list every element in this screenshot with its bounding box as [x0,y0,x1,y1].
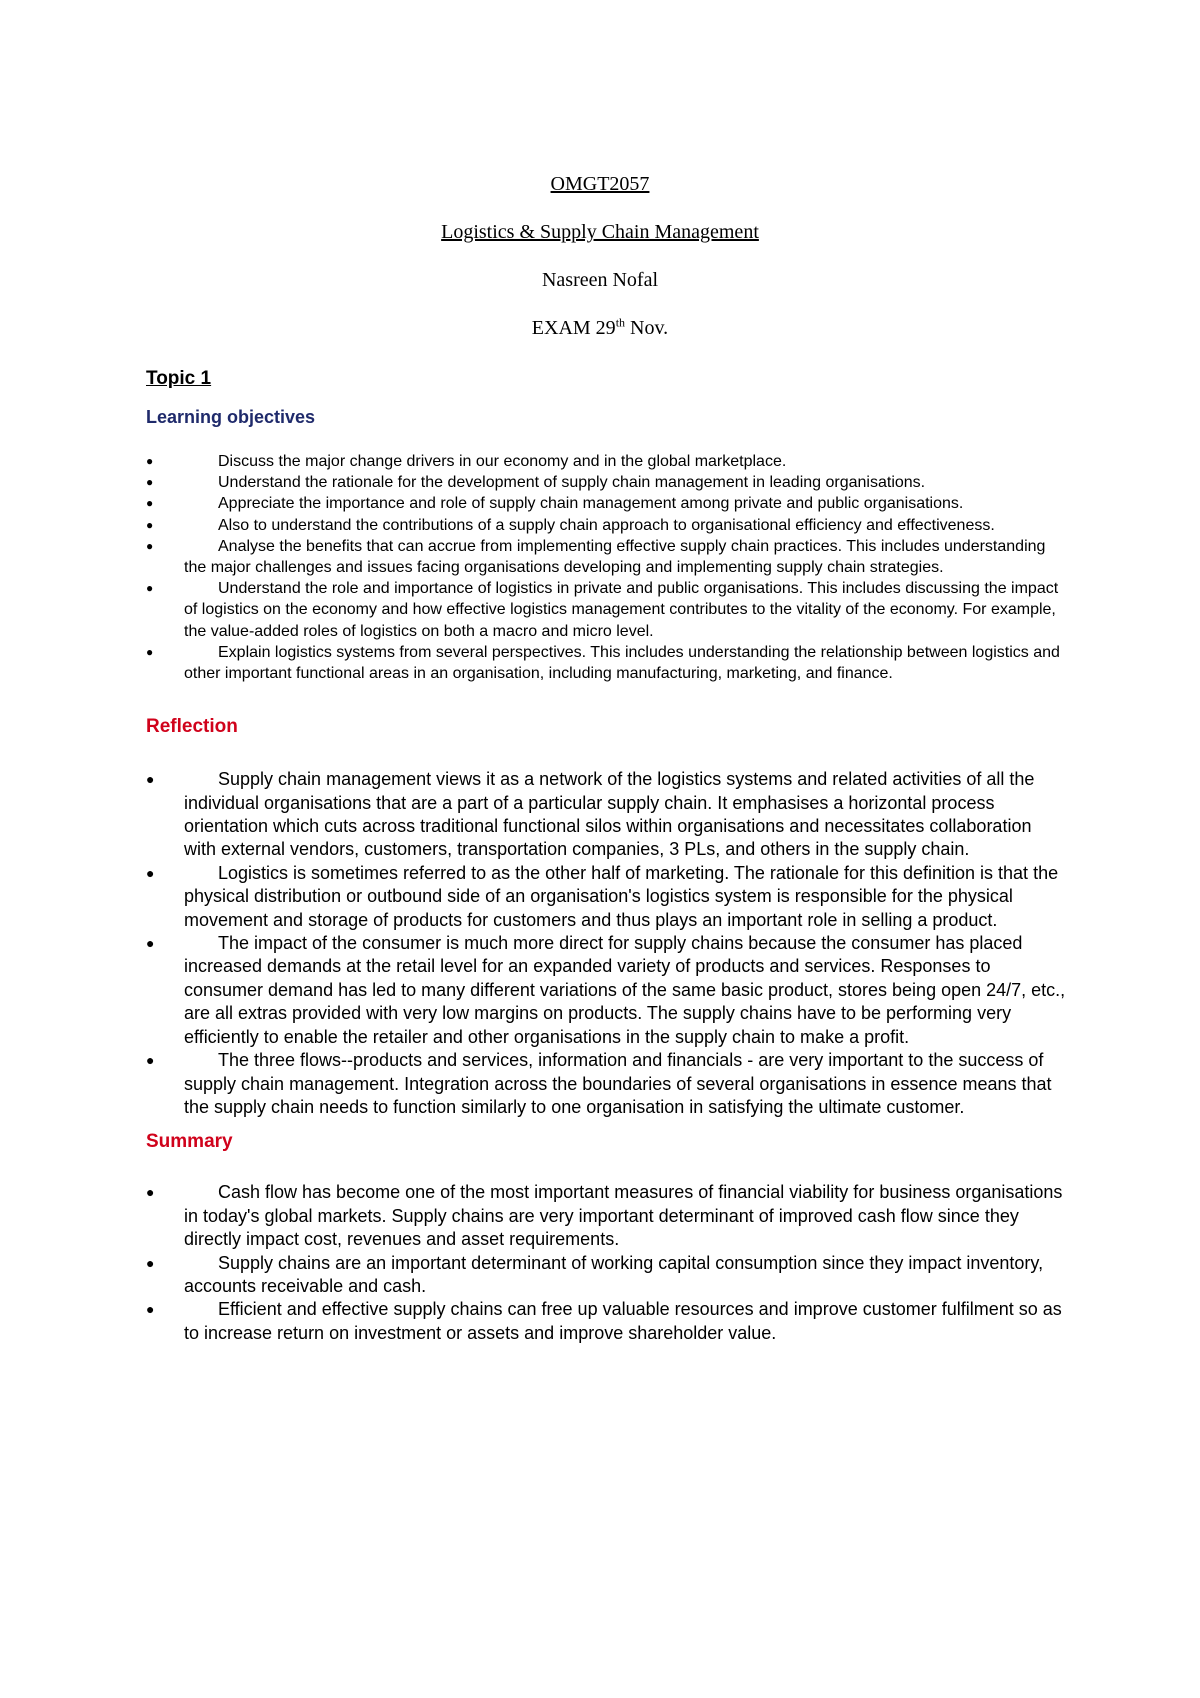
bullet-icon: ● [146,1184,155,1201]
list-item [146,472,1066,493]
list-item [146,1252,1066,1299]
document-body [146,368,1066,1345]
reflection-heading: Reflection [146,716,238,738]
list-item-text: Analyse the benefits that can accrue from implementing effective supply chain practices. This includes understanding the major challenges and issues facing organisations developing and implementing supply chain strategies. [184,537,1046,577]
bullet-icon: ● [146,1301,155,1318]
list-item [146,536,1066,578]
bullet-icon: ● [146,454,154,468]
list-item-text: The three flows--products and services, information and financials - are very important to the success of supply chain management. Integration across the boundaries of several organisations in essence means that the supply chain needs to function similarly to one organisation in satisfying the ultimate customer. [184,1050,1052,1117]
list-item [146,932,1066,1049]
bullet-icon: ● [146,771,155,788]
bullet-icon: ● [146,475,154,490]
title-block [0,172,1200,364]
exam-date [0,316,1200,340]
exam-date-superscript: th [615,315,626,330]
list-item-text: The impact of the consumer is much more direct for supply chains because the consumer has placed increased demands at the retail level for an expanded variety of products and services. Responses to consumer demand has led to many different variations of the same basic product, stores being open 24/7, etc., are all extras provided with very low margins on products. The supply chains have to be performing very efficiently to enable the retailer and other organisations in the supply chain to make a profit. [184,933,1066,1047]
list-item-text: Also to understand the contributions of a supply chain approach to organisational efficiency and effectiveness. [218,516,995,534]
bullet-icon: ● [146,864,155,881]
bullet-icon: ● [146,517,154,532]
exam-date-prefix: EXAM 29 [531,317,616,339]
summary-heading: Summary [146,1131,233,1153]
list-item [146,451,1066,472]
bullet-icon: ● [146,935,155,952]
bullet-icon: ● [146,496,154,511]
bullet-icon: ● [146,581,154,596]
bullet-icon: ● [146,1254,155,1271]
course-title: Logistics & Supply Chain Management [441,221,759,243]
list-item-text: Discuss the major change drivers in our economy and in the global marketplace. [218,453,787,470]
bullet-icon: ● [146,538,154,553]
list-item [146,1298,1066,1345]
list-item [146,578,1066,642]
course-code: OMGT2057 [550,173,650,195]
list-item [146,1181,1066,1251]
list-item-text: Explain logistics systems from several perspectives. This includes understanding the relationship between logistics and other important functional areas in an organisation, including manufacturing, marketing, and finance. [184,643,1060,683]
list-item-text: Understand the rationale for the development of supply chain management in leading organisations. [218,474,926,492]
list-item-text: Efficient and effective supply chains can free up valuable resources and improve customer fulfilment so as to increase return on investment or assets and improve shareholder value. [184,1299,1062,1343]
list-item-text: Logistics is sometimes referred to as the other half of marketing. The rationale for this definition is that the physical distribution or outbound side of an organisation's logistics system is responsible for the physical movement and storage of products for customers and thus plays an important role in selling a product. [184,862,1059,930]
list-item-text: Supply chains are an important determinant of working capital consumption since they impact inventory, accounts receivable and cash. [184,1252,1044,1296]
learning-objectives-list [146,451,1066,684]
list-item-text: Cash flow has become one of the most important measures of financial viability for business organisations in today's global markets. Supply chains are very important determinant of improved cash flow since they directly impact cost, revenues and asset requirements. [184,1182,1063,1250]
summary-list [146,1181,1066,1345]
list-item [146,493,1066,514]
list-item-text: Supply chain management views it as a network of the logistics systems and related activities of all the individual organisations that are a part of a particular supply chain. It emphasises a horizontal process orientation which cuts across traditional functional silos within organisations and necessitates collaboration with external vendors, customers, transportation companies, 3 PLs, and others in the supply chain. [184,769,1035,860]
list-item [146,515,1066,536]
list-item-text: Appreciate the importance and role of supply chain management among private and public organisations. [218,495,964,513]
exam-date-suffix: Nov. [625,317,669,339]
list-item [146,642,1066,684]
list-item [146,862,1066,932]
bullet-icon: ● [146,644,154,659]
list-item-text: Understand the role and importance of logistics in private and public organisations. This includes discussing the impact of logistics on the economy and how effective logistics management contributes to the vitality of the economy. For example, the value-added roles of logistics on both a macro and micro level. [184,580,1059,640]
topic-heading: Topic 1 [146,368,212,389]
list-item [146,768,1066,862]
learning-objectives-heading: Learning objectives [146,407,316,427]
bullet-icon: ● [146,1052,155,1069]
author-name: Nasreen Nofal [541,269,659,291]
reflection-list [146,768,1066,1119]
list-item [146,1049,1066,1119]
